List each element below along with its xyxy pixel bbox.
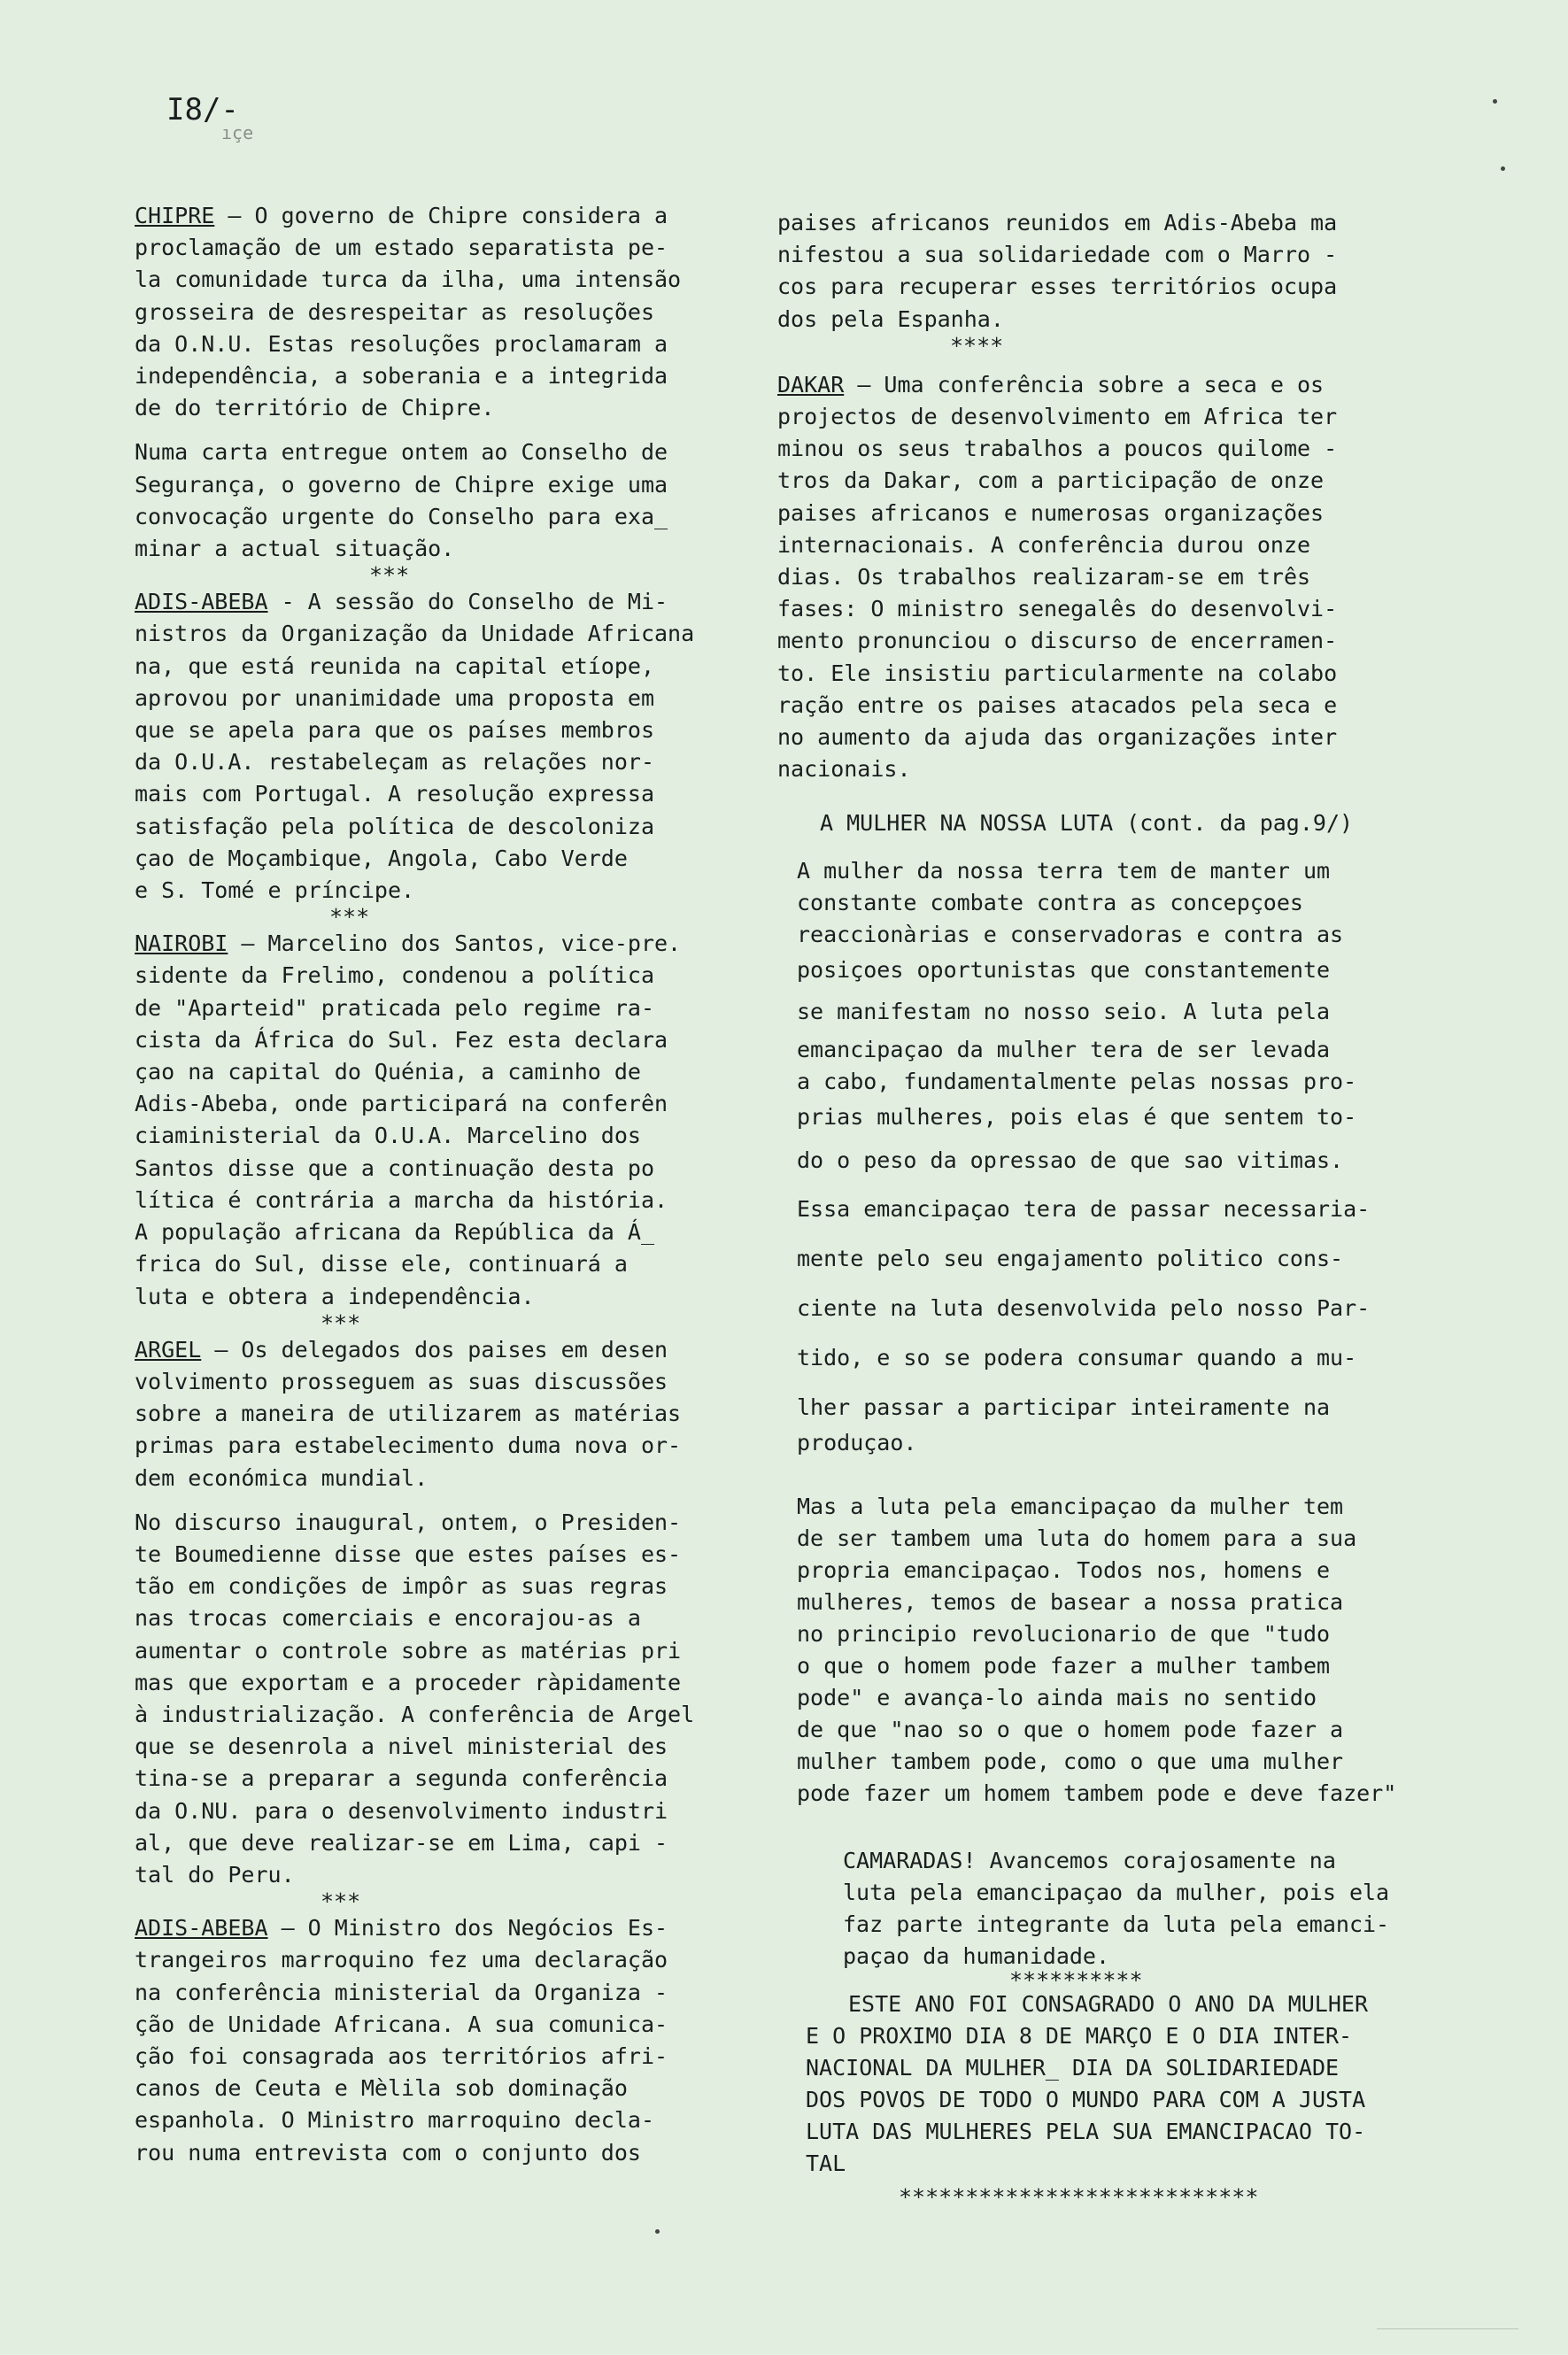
right-column <box>777 207 1459 785</box>
article-line: cista da África do Sul. Fez esta declara <box>135 1026 668 1053</box>
article-line: DAKAR – Uma conferência sobre a seca e os <box>777 371 1325 398</box>
scan-speck <box>655 2229 660 2234</box>
article-line: proclamação de um estado separatista pe- <box>135 235 668 261</box>
ano-da-mulher-notice <box>797 1988 1452 2180</box>
article-line: convocação urgente do Conselho para exa_ <box>135 503 668 529</box>
mulher-paragraph-1 <box>797 855 1452 1454</box>
article-dakar <box>777 369 1459 786</box>
header-fragment: ıçe <box>221 122 254 143</box>
article-line: rou numa entrevista com o conjunto dos <box>135 2139 641 2166</box>
article-line: mais com Portugal. A resolução expressa <box>135 781 654 807</box>
mulher-paragraph-2 <box>797 1491 1452 1810</box>
article-nairobi <box>135 928 765 1312</box>
article-line: TAL <box>806 2150 846 2176</box>
article-line: lítica é contrária a marcha da história. <box>135 1186 668 1213</box>
article-line: CAMARADAS! Avancemos corajosamente na <box>843 1848 1336 1873</box>
scan-speck <box>1493 99 1497 104</box>
article-line: no aumento da ajuda das organizações inter <box>777 724 1338 751</box>
article-line: produçao. <box>797 1430 917 1455</box>
article-line: nacionais. <box>777 756 911 783</box>
article-line: grosseira de desrespeitar as resoluções <box>135 298 654 325</box>
separator: *** <box>369 562 410 589</box>
article-line: o que o homem pode fazer a mulher tambem <box>797 1653 1331 1679</box>
article-line: Essa emancipaçao tera de passar necessaria- <box>797 1196 1371 1222</box>
article-line: ção de Unidade Africana. A sua comunica- <box>135 2011 668 2037</box>
separator: **** <box>950 332 1004 359</box>
article-line: NAIROBI – Marcelino dos Santos, vice-pre. <box>135 930 682 957</box>
article-line: espanhola. O Ministro marroquino decla- <box>135 2107 654 2134</box>
article-line: paçao da humanidade. <box>843 1943 1110 1969</box>
article-line: ração entre os paises atacados pela seca e <box>777 691 1338 718</box>
dateline-nairobi: NAIROBI <box>135 930 228 957</box>
article-line: aumentar o controle sobre as matérias pri <box>135 1637 682 1664</box>
dateline-adis-abeba: ADIS-ABEBA <box>135 589 268 615</box>
article-line: tros da Dakar, com a participação de onze <box>777 467 1325 494</box>
article-line: satisfação pela política de descoloniza <box>135 813 654 839</box>
article-line: CHIPRE – O governo de Chipre considera a <box>135 203 668 228</box>
scan-rule <box>1377 2328 1518 2329</box>
article-line: nas trocas comerciais e encorajou-as a <box>135 1605 641 1632</box>
article-line: de ser tambem uma luta do homem para a sua <box>797 1525 1357 1551</box>
article-line: DOS POVOS DE TODO O MUNDO PARA COM A JUSTA <box>806 2087 1366 2112</box>
article-line: mas que exportam e a proceder ràpidamente <box>135 1669 682 1695</box>
article-line: nifestou a sua solidariedade com o Marro - <box>777 242 1338 268</box>
article-line: da O.U.A. restabeleçam as relações nor- <box>135 749 654 776</box>
article-chipre <box>135 200 765 565</box>
scan-speck <box>1501 166 1505 171</box>
article-adis-abeba-continued <box>777 207 1459 336</box>
article-title: A MULHER NA NOSSA LUTA (cont. da pag.9/) <box>820 810 1354 836</box>
article-line: projectos de desenvolvimento em Africa ter <box>777 404 1338 430</box>
article-line: mento pronunciou o discurso de encerramen- <box>777 628 1338 654</box>
article-line: de "Aparteid" praticada pelo regime ra- <box>135 994 654 1021</box>
article-argel <box>135 1334 765 1891</box>
article-line: à industrialização. A conferência de Argel <box>135 1701 695 1727</box>
article-line: constante combate contra as concepçoes <box>797 890 1303 915</box>
article-line: ADIS-ABEBA - A sessão do Conselho de Mi- <box>135 589 668 615</box>
article-line: al, que deve realizar-se em Lima, capi - <box>135 1829 668 1856</box>
article-line: ARGEL – Os delegados dos paises em desen <box>135 1336 668 1363</box>
article-line: lher passar a participar inteiramente na <box>797 1394 1331 1420</box>
article-line: dem económica mundial. <box>135 1464 429 1491</box>
article-line: minar a actual situação. <box>135 536 455 562</box>
article-line: ção foi consagrada aos territórios afri- <box>135 2042 668 2069</box>
article-line: A mulher da nossa terra tem de manter um <box>797 858 1331 884</box>
article-line: ciaministerial da O.U.A. Marcelino dos <box>135 1123 641 1149</box>
article-line: fases: O ministro senegalês do desenvolvi- <box>777 596 1338 622</box>
article-line: pode fazer um homem tambem pode e deve fazer" <box>797 1780 1397 1806</box>
article-line: no principio revolucionario de que "tudo <box>797 1621 1331 1647</box>
article-line: dos pela Espanha. <box>777 305 1004 332</box>
article-line: Mas a luta pela emancipaçao da mulher tem <box>797 1494 1344 1519</box>
article-line: da O.NU. para o desenvolvimento industri <box>135 1797 668 1824</box>
article-line: luta pela emancipaçao da mulher, pois ela <box>843 1880 1390 1905</box>
article-adis-abeba-1 <box>135 586 765 907</box>
article-line: emancipaçao da mulher tera de ser levada <box>797 1037 1331 1062</box>
article-line: A população africana da República da Á_ <box>135 1219 654 1246</box>
article-line: da O.N.U. Estas resoluções proclamaram a <box>135 330 668 357</box>
article-line: mulheres, temos de basear a nossa pratica <box>797 1589 1344 1615</box>
article-line: ciente na luta desenvolvida pelo nosso Par- <box>797 1295 1371 1321</box>
article-line: a cabo, fundamentalmente pelas nossas pro- <box>797 1069 1357 1094</box>
article-line: dias. Os trabalhos realizaram-se em três <box>777 564 1311 591</box>
article-line: na conferência ministerial da Organiza - <box>135 1979 668 2005</box>
article-line: propria emancipaçao. Todos nos, homens e <box>797 1557 1331 1583</box>
article-line: çao na capital do Quénia, a caminho de <box>135 1059 641 1085</box>
article-line: que se desenrola a nivel ministerial des <box>135 1733 668 1760</box>
article-line: tina-se a preparar a segunda conferência <box>135 1765 668 1792</box>
separator: ********** <box>1009 1967 1143 1993</box>
article-line: reaccionàrias e conservadoras e contra as <box>797 922 1344 947</box>
article-line: minou os seus trabalhos a poucos quilome - <box>777 436 1338 462</box>
article-mulher <box>797 807 1452 2215</box>
article-line: sobre a maneira de utilizarem as matérias <box>135 1401 682 1427</box>
article-line: pode" e avança-lo ainda mais no sentido <box>797 1685 1317 1710</box>
article-line: que se apela para que os países membros <box>135 717 654 744</box>
article-line: paises africanos e numerosas organizações <box>777 499 1325 526</box>
article-line: e S. Tomé e príncipe. <box>135 877 415 904</box>
article-line: NACIONAL DA MULHER_ DIA DA SOLIDARIEDADE <box>806 2055 1340 2081</box>
article-line: tal do Peru. <box>135 1861 295 1888</box>
article-line: tido, e so se podera consumar quando a mu- <box>797 1345 1357 1371</box>
article-line: paises africanos reunidos em Adis-Abeba ma <box>777 210 1338 236</box>
article-line: na, que está reunida na capital etíope, <box>135 652 654 679</box>
article-adis-abeba-2 <box>135 1912 765 2169</box>
left-column <box>135 200 765 2169</box>
article-line: ESTE ANO FOI CONSAGRADO O ANO DA MULHER <box>848 1991 1368 2017</box>
article-line: frica do Sul, disse ele, continuará a <box>135 1251 628 1278</box>
article-line: faz parte integrante da luta pela emanci- <box>843 1911 1390 1937</box>
article-line: mulher tambem pode, como o que uma mulher <box>797 1749 1344 1774</box>
article-line: luta e obtera a independência. <box>135 1283 535 1309</box>
article-line: LUTA DAS MULHERES PELA SUA EMANCIPACAO TO- <box>806 2119 1366 2144</box>
separator: *** <box>329 904 370 930</box>
article-line: nistros da Organização da Unidade Africana <box>135 621 695 647</box>
article-line: posiçoes oportunistas que constantemente <box>797 957 1331 983</box>
article-line: canos de Ceuta e Mèlila sob dominação <box>135 2075 628 2102</box>
article-line: aprovou por unanimidade uma proposta em <box>135 684 654 711</box>
page-number: I8/- <box>166 92 239 127</box>
article-line: Numa carta entregue ontem ao Conselho de <box>135 439 668 466</box>
article-line: prias mulheres, pois elas é que sentem to- <box>797 1104 1357 1130</box>
separator: *** <box>321 1888 361 1915</box>
article-line: la comunidade turca da ilha, uma intensão <box>135 266 682 293</box>
article-line: Segurança, o governo de Chipre exige uma <box>135 471 668 498</box>
article-line: internacionais. A conferência durou onze <box>777 531 1311 558</box>
article-line: volvimento prosseguem as suas discussões <box>135 1368 668 1394</box>
article-line: trangeiros marroquino fez uma declaração <box>135 1947 668 1973</box>
camaradas-paragraph <box>797 1845 1452 1973</box>
article-line: çao de Moçambique, Angola, Cabo Verde <box>135 845 628 871</box>
article-line: de do território de Chipre. <box>135 395 495 421</box>
article-line: te Boumedienne disse que estes países es- <box>135 1540 682 1567</box>
article-line: Adis-Abeba, onde participará na conferên <box>135 1091 668 1117</box>
separator: *** <box>321 1309 361 1336</box>
article-line: de que "nao so o que o homem pode fazer a <box>797 1717 1344 1742</box>
article-line: independência, a soberania e a integrida <box>135 363 668 390</box>
article-line: se manifestam no nosso seio. A luta pela <box>797 999 1331 1024</box>
article-line: tão em condições de impôr as suas regras <box>135 1573 668 1600</box>
article-line: E O PROXIMO DIA 8 DE MARÇO E O DIA INTER- <box>806 2023 1353 2049</box>
dateline-chipre: CHIPRE <box>135 203 215 228</box>
article-line: ADIS-ABEBA – O Ministro dos Negócios Es- <box>135 1915 668 1942</box>
separator: *************************** <box>899 2184 1259 2210</box>
dateline-dakar: DAKAR <box>777 371 845 398</box>
article-line: to. Ele insistiu particularmente na colabo <box>777 660 1338 686</box>
article-line: Santos disse que a continuação desta po <box>135 1154 654 1181</box>
dateline-argel: ARGEL <box>135 1336 202 1363</box>
article-line: sidente da Frelimo, condenou a política <box>135 962 654 989</box>
article-line: primas para estabelecimento duma nova or- <box>135 1432 682 1459</box>
article-line: No discurso inaugural, ontem, o Presiden- <box>135 1509 682 1535</box>
article-line: do o peso da opressao de que sao vitimas. <box>797 1147 1344 1173</box>
dateline-adis-abeba-2: ADIS-ABEBA <box>135 1915 268 1942</box>
article-line: cos para recuperar esses territórios ocupa <box>777 274 1338 300</box>
article-line: mente pelo seu engajamento politico cons- <box>797 1246 1344 1271</box>
